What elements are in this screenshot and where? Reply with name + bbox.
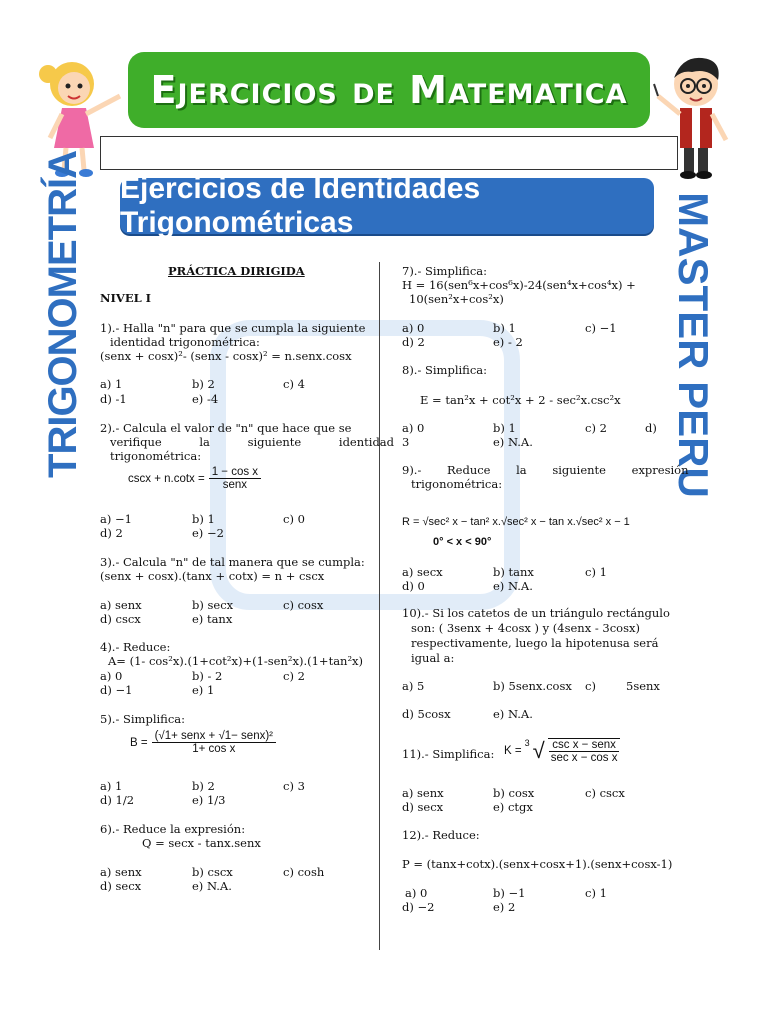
q4-option-b: b) - 2 (192, 669, 223, 683)
q10-text: 10).- Si los catetos de un triángulo rectángulo (402, 606, 670, 620)
q9-text: 9).- Reduce la siguiente expresión (402, 463, 689, 477)
q1-option-e: e) -4 (192, 392, 219, 406)
q6-option-e: e) N.A. (192, 879, 232, 893)
q4-expression: A= (1- cos²x).(1+cot²x)+(1-sen²x).(1+tan²x) (108, 654, 364, 668)
q6-text: 6).- Reduce la expresión: (100, 822, 246, 836)
q11-text: 11).- Simplifica: (402, 747, 495, 761)
q10-text: respectivamente, luego la hipotenusa será (411, 636, 659, 650)
q10-text: son: ( 3senx + 4cosx ) y (4senx - 3cosx) (411, 621, 640, 635)
q11-expression: K = $^3$ √ $\frac{\text{csc x − senx}}{\text{sec x − cos x}}$ (504, 738, 620, 764)
q7-option-c: c) −1 (585, 321, 617, 335)
q7-option-e: e) - 2 (493, 335, 523, 349)
q10-option-a: a) 5 (402, 679, 425, 693)
q1-text: 1).- Halla "n" para que se cumpla la siguiente (100, 321, 366, 335)
q8-option-b: b) 1 (493, 421, 516, 435)
q2-option-e: e) −2 (192, 526, 224, 540)
q12-expression: P = (tanx+cotx).(senx+cosx+1).(senx+cosx-1) (402, 857, 673, 871)
q8-option-e: e) N.A. (493, 435, 533, 449)
q5-option-a: a) 1 (100, 779, 123, 793)
q10-option-c-value: 5senx (626, 679, 660, 693)
q8-option-a: a) 0 (402, 421, 425, 435)
q4-option-c: c) 2 (283, 669, 305, 683)
q3-expression: (senx + cosx).(tanx + cotx) = n + cscx (100, 569, 325, 583)
q3-option-e: e) tanx (192, 612, 233, 626)
q2-option-b: b) 1 (192, 512, 215, 526)
q8-option-d: 3 (402, 435, 410, 449)
q7-expression: H = 16(sen⁶x+cos⁶x)-24(sen⁴x+cos⁴x) + (402, 278, 636, 292)
q12-text: 12).- Reduce: (402, 828, 480, 842)
q6-expression: Q = secx - tanx.senx (142, 836, 261, 850)
q3-option-b: b) secx (192, 598, 234, 612)
q2-text: 2).- Calcula el valor de "n" que hace que se (100, 421, 352, 435)
q12-option-b: b) −1 (493, 886, 526, 900)
q7-option-d: d) 2 (402, 335, 425, 349)
practice-title: PRÁCTICA DIRIGIDA (168, 264, 305, 278)
q12-option-e: e) 2 (493, 900, 516, 914)
q3-option-d: d) cscx (100, 612, 141, 626)
q9-option-e: e) N.A. (493, 579, 533, 593)
q11-option-e: e) ctgx (493, 800, 533, 814)
q9-option-c: c) 1 (585, 565, 607, 579)
q2-expression: cscx + n.cotx = $\frac{\text{1 − cos x}}{\text{senx}}$ (128, 466, 261, 491)
q8-option-d-label: d) (645, 421, 657, 435)
q5-option-b: b) 2 (192, 779, 215, 793)
blank-name-box (100, 136, 678, 170)
q7-option-b: b) 1 (493, 321, 516, 335)
q10-option-e: e) N.A. (493, 707, 533, 721)
q3-text: 3).- Calcula "n" de tal manera que se cumpla: (100, 555, 365, 569)
q3-option-a: a) senx (100, 598, 142, 612)
q11-option-d: d) secx (402, 800, 444, 814)
q6-option-c: c) cosh (283, 865, 325, 879)
q9-option-d: d) 0 (402, 579, 425, 593)
q1-expression: (senx + cosx)²- (senx - cosx)² = n.senx.cosx (100, 349, 352, 363)
q5-option-c: c) 3 (283, 779, 305, 793)
q11-option-a: a) senx (402, 786, 444, 800)
q1-option-d: d) -1 (100, 392, 127, 406)
q10-text: igual a: (411, 651, 455, 665)
q9-option-a: a) secx (402, 565, 443, 579)
right-vertical-label: MASTER PERU (670, 192, 718, 498)
level-label: NIVEL I (100, 291, 152, 305)
q8-expression: E = tan²x + cot²x + 2 - sec²x.csc²x (420, 393, 621, 407)
q9-condition: 0° < x < 90° (433, 536, 492, 548)
q5-option-d: d) 1/2 (100, 793, 135, 807)
q11-option-b: b) cosx (493, 786, 535, 800)
q1-option-b: b) 2 (192, 377, 215, 391)
q12-option-c: c) 1 (585, 886, 607, 900)
q6-option-a: a) senx (100, 865, 142, 879)
page-title: Ejercicios de Identidades Trigonométricas (120, 178, 654, 234)
q9-option-b: b) tanx (493, 565, 534, 579)
q1-option-c: c) 4 (283, 377, 305, 391)
q6-option-d: d) secx (100, 879, 142, 893)
q2-text: trigonométrica: (110, 449, 202, 463)
q5-expression: B = $\frac{\text{(√1+ senx + √1− senx)²}}{\text{1+ cos x}}$ (130, 730, 276, 755)
q4-option-e: e) 1 (192, 683, 215, 697)
q9-text: trigonométrica: (411, 477, 503, 491)
q10-option-d: d) 5cosx (402, 707, 451, 721)
q8-text: 8).- Simplifica: (402, 363, 488, 377)
q7-text: 7).- Simplifica: (402, 264, 488, 278)
column-divider (379, 262, 380, 950)
q4-option-a: a) 0 (100, 669, 123, 683)
q2-option-d: d) 2 (100, 526, 123, 540)
q12-option-a: a) 0 (405, 886, 428, 900)
q10-option-c: c) (585, 679, 596, 693)
q5-text: 5).- Simplifica: (100, 712, 186, 726)
q8-option-c: c) 2 (585, 421, 607, 435)
q2-text: verifique la siguiente identidad (110, 435, 395, 449)
q7-expression: 10(sen²x+cos²x) (409, 292, 504, 306)
q7-option-a: a) 0 (402, 321, 425, 335)
q2-option-a: a) −1 (100, 512, 132, 526)
banner-title: Ejercicios de Matematica (128, 52, 650, 128)
q11-option-c: c) cscx (585, 786, 625, 800)
q5-option-e: e) 1/3 (192, 793, 226, 807)
q9-expression: R = √sec² x − tan² x.√sec² x − tan x.√sec² x − 1 (402, 516, 630, 528)
q2-option-c: c) 0 (283, 512, 305, 526)
q3-option-c: c) cosx (283, 598, 324, 612)
q6-option-b: b) cscx (192, 865, 233, 879)
left-vertical-label: TRIGONOMETRÍA (40, 150, 85, 478)
q4-option-d: d) −1 (100, 683, 133, 697)
q10-option-b: b) 5senx.cosx (493, 679, 572, 693)
q4-text: 4).- Reduce: (100, 640, 171, 654)
q1-text: identidad trigonométrica: (110, 335, 260, 349)
q1-option-a: a) 1 (100, 377, 123, 391)
q12-option-d: d) −2 (402, 900, 435, 914)
